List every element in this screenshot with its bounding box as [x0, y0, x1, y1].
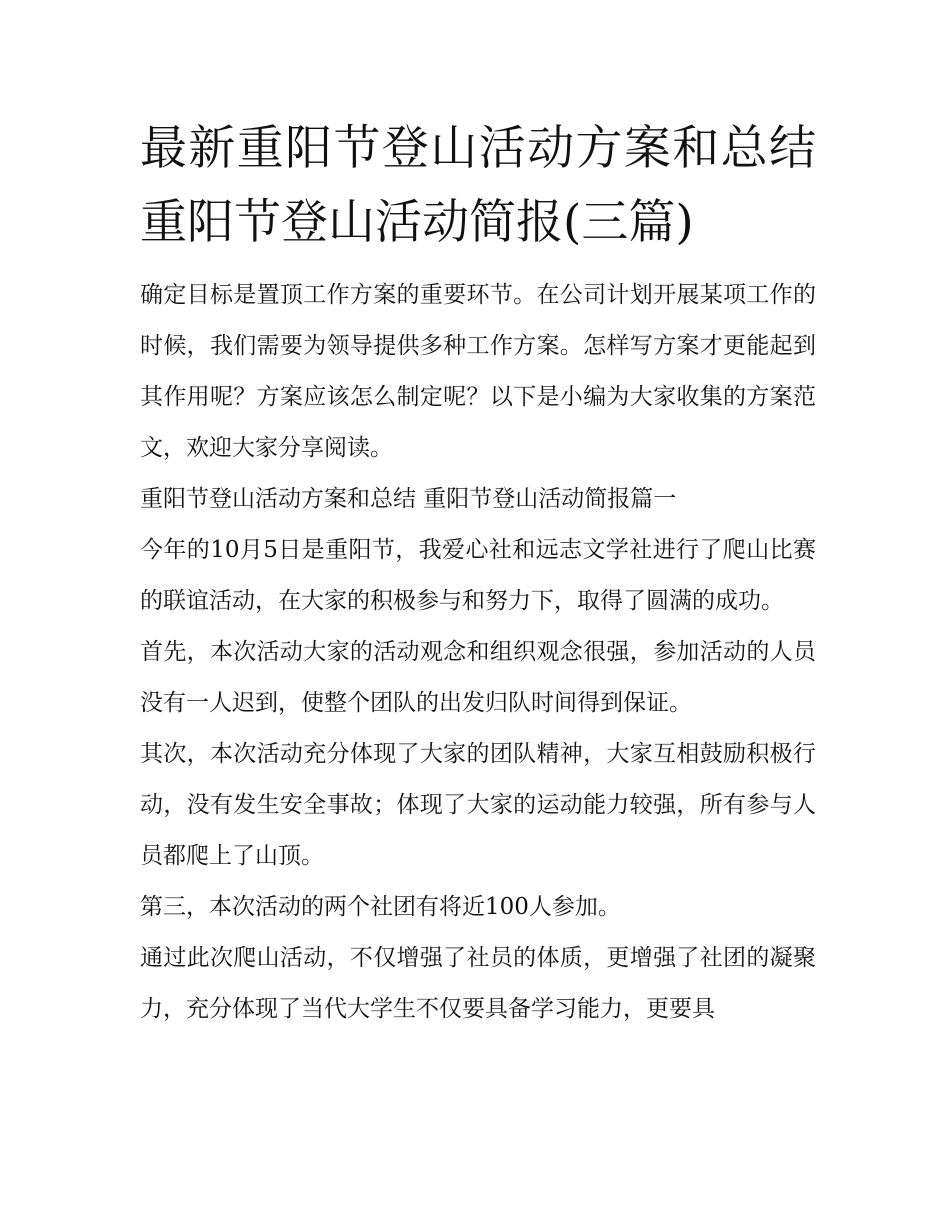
body-paragraph: 通过此次爬山活动，不仅增强了社员的体质，更增强了社团的凝聚力，充分体现了当代大学生不仅要具备学习能力，更要具 — [140, 945, 816, 1022]
document-title: 最新重阳节登山活动方案和总结 重阳节登山活动简报(三篇) — [140, 121, 816, 250]
section-heading: 重阳节登山活动方案和总结 重阳节登山活动简报篇一 — [140, 486, 677, 512]
document-body — [140, 270, 816, 1035]
body-paragraph: 首先，本次活动大家的活动观念和组织观念很强，参加活动的人员没有一人迟到，使整个团队的出发归队时间得到保证。 — [140, 639, 816, 716]
body-paragraph: 今年的10月5日是重阳节，我爱心社和远志文学社进行了爬山比赛的联谊活动，在大家的积极参与和努力下，取得了圆满的成功。 — [140, 537, 816, 614]
body-paragraph: 其次，本次活动充分体现了大家的团队精神，大家互相鼓励积极行动，没有发生安全事故；体现了大家的运动能力较强，所有参与人员都爬上了山顶。 — [140, 741, 816, 869]
document-content — [140, 112, 816, 1035]
intro-paragraph: 确定目标是置顶工作方案的重要环节。在公司计划开展某项工作的时候，我们需要为领导提供多种工作方案。怎样写方案才更能起到其作用呢？方案应该怎么制定呢？以下是小编为大家收集的方案范文，欢迎大家分享阅读。 — [140, 282, 816, 461]
body-paragraph: 第三，本次活动的两个社团有将近100人参加。 — [140, 894, 621, 920]
